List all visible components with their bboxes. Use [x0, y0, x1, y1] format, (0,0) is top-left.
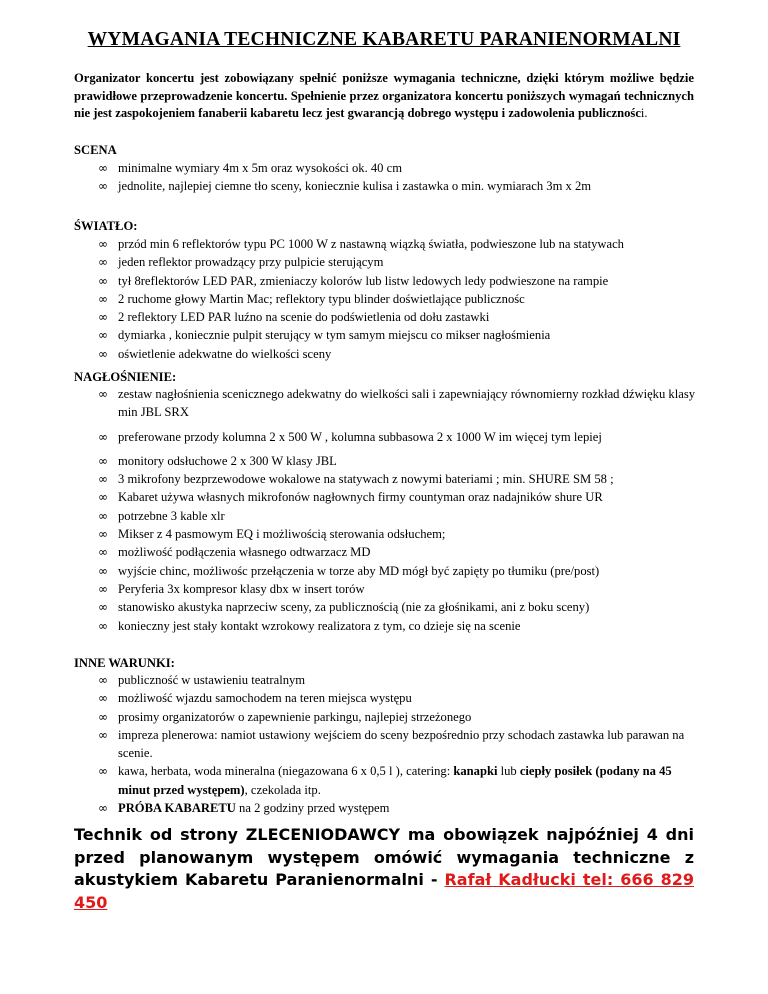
footer-note — [74, 824, 694, 914]
infinity-icon: ∞ — [98, 545, 108, 560]
infinity-icon: ∞ — [98, 673, 108, 687]
list-item: ∞ impreza plenerowa: namiot ustawiony wejściem do sceny bezpośrednio przy schodach zastawka lub parawan na scenie. — [98, 727, 685, 761]
list-item: ∞ Mikser z 4 pasmowym EQ i możliwością sterowania odsłuchem; — [74, 525, 704, 543]
section-heading-scena: SCENA — [74, 143, 117, 157]
naglosnienie-list — [74, 385, 704, 635]
list-item: ∞ jeden reflektor prowadzący przy pulpicie sterującym — [74, 253, 704, 271]
list-item: ∞ prosimy organizatorów o zapewnienie parkingu, najlepiej strzeżonego — [74, 708, 704, 726]
list-item: ∞ minimalne wymiary 4m x 5m oraz wysokości ok. 40 cm — [74, 159, 704, 177]
list-item: ∞ przód min 6 reflektorów typu PC 1000 W z nastawną wiązką światła, podwieszone lub na statywach — [74, 235, 704, 253]
list-item: ∞ 2 reflektory LED PAR luźno na scenie do podświetlenia od dołu zastawki — [74, 308, 704, 326]
list-item: ∞ monitory odsłuchowe 2 x 300 W klasy JBL — [74, 452, 704, 470]
list-item: ∞ tył 8reflektorów LED PAR, zmieniaczy kolorów lub listw ledowych ledy podwieszone na rampie — [74, 272, 704, 290]
list-item: ∞ Kabaret używa własnych mikrofonów nagłownych firmy countyman oraz nadajników shure UR — [74, 488, 704, 506]
section-heading-swiatlo: ŚWIATŁO: — [74, 219, 138, 233]
infinity-icon: ∞ — [98, 310, 108, 325]
list-item: ∞ konieczny jest stały kontakt wzrokowy realizatora z tym, co dzieje się na scenie — [74, 617, 704, 635]
infinity-icon: ∞ — [98, 346, 108, 361]
infinity-icon: ∞ — [98, 801, 108, 816]
infinity-icon: ∞ — [98, 453, 108, 468]
list-item: ∞ możliwość podłączenia własnego odtwarzacz MD — [74, 543, 704, 561]
intro-text: Organizator koncertu jest zobowiązany spełnić poniższe wymagania techniczne, dzięki którym możliwe będzie prawidłowe przeprowadzenie koncertu. Spełnienie przez organizatora koncertu poniższych wymagań technicznych nie jest zaspokojeniem fanaberii kabaretu lecz jest gwarancją dobrego występu i zadowolenia publicznośc — [74, 71, 694, 120]
list-item: ∞ 2 ruchome głowy Martin Mac; reflektory typu blinder doświetlające publicznośc — [74, 290, 704, 308]
infinity-icon: ∞ — [98, 472, 108, 487]
infinity-icon: ∞ — [98, 764, 108, 779]
infinity-icon: ∞ — [98, 618, 108, 633]
inne-list — [74, 671, 704, 817]
list-item: ∞ 3 mikrofony bezprzewodowe wokalowe na statywach z nowymi bateriami ; min. SHURE SM 58 ; — [74, 470, 704, 488]
infinity-icon: ∞ — [98, 727, 108, 742]
infinity-icon: ∞ — [98, 179, 108, 194]
infinity-icon: ∞ — [98, 387, 108, 401]
list-item: ∞ jednolite, najlepiej ciemne tło sceny, koniecznie kulisa i zastawka o min. wymiarach 3m x 2m — [74, 177, 704, 195]
infinity-icon: ∞ — [98, 563, 108, 578]
section-heading-naglosnienie: NAGŁOŚNIENIE: — [74, 370, 177, 384]
scena-list — [74, 159, 704, 196]
infinity-icon: ∞ — [98, 237, 108, 251]
list-item: ∞ zestaw nagłośnienia scenicznego adekwatny do wielkości sali i zapewniający równomierny rozkład dźwięku klasy min JBL SRX — [98, 387, 696, 420]
list-item: ∞ Peryferia 3x kompresor klasy dbx w insert torów — [74, 580, 704, 598]
infinity-icon: ∞ — [98, 508, 108, 523]
list-item: ∞ dymiarka , koniecznie pulpit sterujący w tym samym miejscu co mikser nagłośmienia — [74, 326, 704, 344]
list-item: ∞ potrzebne 3 kable xlr — [74, 507, 704, 525]
infinity-icon: ∞ — [98, 600, 108, 615]
intro-tail: i. — [640, 106, 648, 120]
list-item: ∞ stanowisko akustyka naprzeciw sceny, za publicznością (nie za głośnikami, ani z boku sceny) — [74, 598, 704, 616]
list-item: ∞ wyjście chinc, możliwośc przełączenia w torze aby MD mógł być zapięty po tłumiku (pre/post) — [74, 562, 704, 580]
infinity-icon: ∞ — [98, 291, 108, 306]
infinity-icon: ∞ — [98, 328, 108, 343]
list-item: ∞ preferowane przody kolumna 2 x 500 W , kolumna subbasowa 2 x 1000 W im więcej tym lepiej — [74, 428, 704, 446]
section-heading-inne: INNE WARUNKI: — [74, 656, 175, 670]
list-item: ∞ PRÓBA KABARETU na 2 godziny przed występem — [74, 799, 704, 817]
infinity-icon: ∞ — [98, 691, 108, 706]
swiatlo-list — [74, 235, 704, 363]
infinity-icon: ∞ — [98, 709, 108, 724]
infinity-icon: ∞ — [98, 429, 108, 444]
list-item: ∞ oświetlenie adekwatne do wielkości sceny — [74, 345, 704, 363]
list-item: ∞ możliwość wjazdu samochodem na teren miejsca występu — [74, 689, 704, 707]
list-item: ∞ kawa, herbata, woda mineralna (niegazowana 6 x 0,5 l ), catering: kanapki lub ciepły posiłek (podany na 45 minut przed występem), czekolada itp. — [98, 764, 672, 797]
footer-text: Technik od strony ZLECENIODAWCY ma obowiązek najpóźniej 4 dni przed planowanym występem omówić wymagania techniczne z akustykiem Kabaretu Paranienormalni - — [74, 825, 694, 889]
infinity-icon: ∞ — [98, 255, 108, 270]
list-item: ∞ publiczność w ustawieniu teatralnym — [74, 671, 704, 689]
contact-link[interactable]: Rafał Kadłucki tel: 666 829 450 — [74, 870, 694, 912]
infinity-icon: ∞ — [98, 581, 108, 596]
intro-paragraph — [74, 70, 694, 123]
infinity-icon: ∞ — [98, 490, 108, 505]
infinity-icon: ∞ — [98, 273, 108, 288]
infinity-icon: ∞ — [98, 161, 108, 175]
document-title: WYMAGANIA TECHNICZNE KABARETU PARANIENORMALNI — [87, 29, 681, 50]
infinity-icon: ∞ — [98, 527, 108, 542]
